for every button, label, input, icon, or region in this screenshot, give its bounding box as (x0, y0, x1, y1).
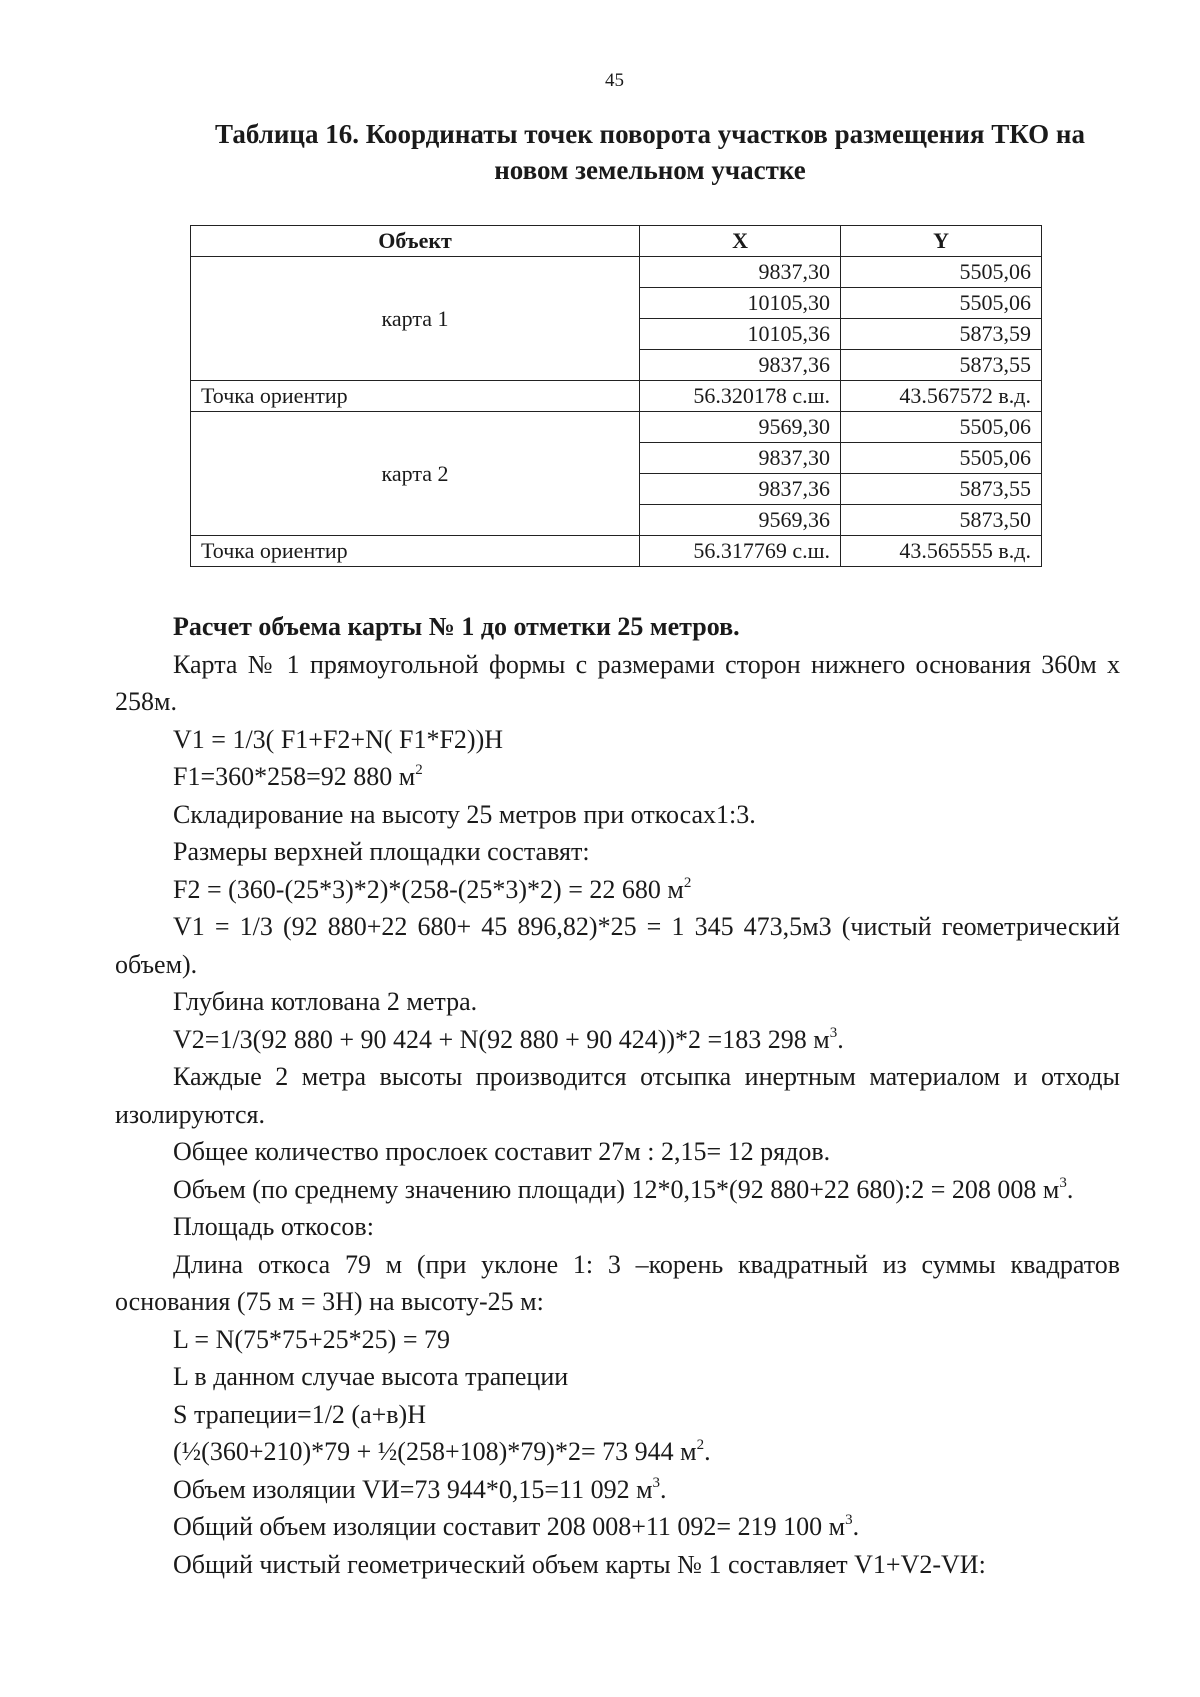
page-number: 45 (605, 70, 624, 91)
table-header-row (191, 226, 1042, 257)
paragraph: Складирование на высоту 25 метров при откосах1:3. (173, 799, 756, 829)
superscript: 3 (652, 1474, 661, 1491)
cell-x: 10105,36 (640, 319, 841, 350)
header-x: X (640, 226, 841, 257)
formula-v2 (115, 1021, 1120, 1059)
formula-f1 (115, 758, 1120, 796)
formula-end: . (1066, 1174, 1074, 1204)
table-row-reference (191, 536, 1042, 567)
cell-y: 5873,55 (841, 474, 1042, 505)
formula-text: Общий объем изоляции составит 208 008+11 092= 219 100 м (173, 1512, 846, 1541)
superscript: 2 (683, 874, 692, 891)
header-object: Объект (191, 226, 640, 257)
formula-text: (½(360+210)*79 + ½(258+108)*79)*2= 73 944 м (173, 1437, 697, 1466)
table-title (150, 116, 1150, 188)
table-title-line1: Таблица 16. Координаты точек поворота участков размещения ТКО на (215, 119, 1085, 149)
paragraph: Каждые 2 метра высоты производится отсыпка инертным материалом и отходы изолируются. (115, 1062, 1120, 1129)
formula-text: Объем (по среднему значению площади) 12*0,15*(92 880+22 680):2 = 208 008 м (173, 1174, 1060, 1204)
cell-x: 9569,30 (640, 412, 841, 443)
map2-label: карта 2 (191, 412, 640, 536)
map2-reference-label: Точка ориентир (191, 536, 640, 567)
formula-text: F1=360*258=92 880 м (173, 762, 416, 791)
cell-y: 5505,06 (841, 412, 1042, 443)
cell-y: 5873,50 (841, 505, 1042, 536)
table-row (191, 257, 1042, 288)
section-heading: Расчет объема карты № 1 до отметки 25 метров. (173, 612, 740, 641)
paragraph: Длина откоса 79 м (при уклоне 1: 3 –корень квадратный из суммы квадратов основания (75 м = 3Н) на высоту-25 м: (115, 1249, 1120, 1316)
formula-l: L = N(75*75+25*25) = 79 (173, 1324, 450, 1354)
table-row (191, 412, 1042, 443)
superscript: 3 (829, 1024, 838, 1041)
formula-f2 (115, 871, 1120, 909)
map1-label: карта 1 (191, 257, 640, 381)
cell-y: 5873,59 (841, 319, 1042, 350)
cell-x: 9837,36 (640, 474, 841, 505)
cell-y: 5505,06 (841, 443, 1042, 474)
formula-v1-calc: V1 = 1/3 (92 880+22 680+ 45 896,82)*25 = 1 345 473,5м3 (чистый геометрический объем). (115, 912, 1120, 979)
cell-x: 9569,36 (640, 505, 841, 536)
map2-reference-y: 43.565555 в.д. (841, 536, 1042, 567)
formula-slope-area (115, 1433, 1120, 1471)
paragraph: Карта № 1 прямоугольной формы с размерами сторон нижнего основания 360м х 258м. (115, 649, 1120, 716)
formula-end: . (660, 1474, 667, 1504)
superscript: 3 (845, 1512, 853, 1528)
superscript: 2 (415, 762, 423, 778)
map1-reference-label: Точка ориентир (191, 381, 640, 412)
formula-volume (115, 1171, 1120, 1209)
cell-x: 9837,30 (640, 257, 841, 288)
paragraph: Общий чистый геометрический объем карты № 1 составляет V1+V2-VИ: (173, 1549, 986, 1579)
formula-v1: V1 = 1/3( F1+F2+N( F1*F2))H (173, 724, 504, 754)
map1-reference-x: 56.320178 с.ш. (640, 381, 841, 412)
cell-y: 5873,55 (841, 350, 1042, 381)
table-row-reference (191, 381, 1042, 412)
map2-reference-x: 56.317769 с.ш. (640, 536, 841, 567)
formula-text: Объем изоляции VИ=73 944*0,15=11 092 м (173, 1474, 653, 1504)
paragraph: Площадь откосов: (173, 1212, 374, 1241)
formula-end: . (852, 1512, 860, 1541)
paragraph: Общее количество прослоек составит 27м : 2,15= 12 рядов. (173, 1137, 831, 1166)
cell-y: 5505,06 (841, 257, 1042, 288)
formula-text: V2=1/3(92 880 + 90 424 + N(92 880 + 90 424))*2 =183 298 м (173, 1024, 830, 1054)
formula-end: . (837, 1024, 844, 1054)
paragraph: L в данном случае высота трапеции (173, 1362, 569, 1391)
paragraph: Глубина котлована 2 метра. (173, 987, 478, 1016)
cell-x: 10105,30 (640, 288, 841, 319)
formula-text: F2 = (360-(25*3)*2)*(258-(25*3)*2) = 22 680 м (173, 874, 684, 904)
cell-x: 9837,30 (640, 443, 841, 474)
superscript: 3 (1059, 1174, 1067, 1191)
formula-isolation (115, 1471, 1120, 1509)
cell-y: 5505,06 (841, 288, 1042, 319)
paragraph: Размеры верхней площадки составят: (173, 837, 590, 866)
map1-reference-y: 43.567572 в.д. (841, 381, 1042, 412)
header-y: Y (841, 226, 1042, 257)
formula-end: . (704, 1437, 711, 1466)
coordinates-table (190, 225, 1042, 567)
formula-total-isolation (115, 1508, 1120, 1546)
table-title-line2: новом земельном участке (494, 155, 806, 185)
formula-s: S трапеции=1/2 (а+в)Н (173, 1399, 426, 1429)
cell-x: 9837,36 (640, 350, 841, 381)
superscript: 2 (696, 1437, 705, 1453)
body-text (115, 608, 1120, 1583)
